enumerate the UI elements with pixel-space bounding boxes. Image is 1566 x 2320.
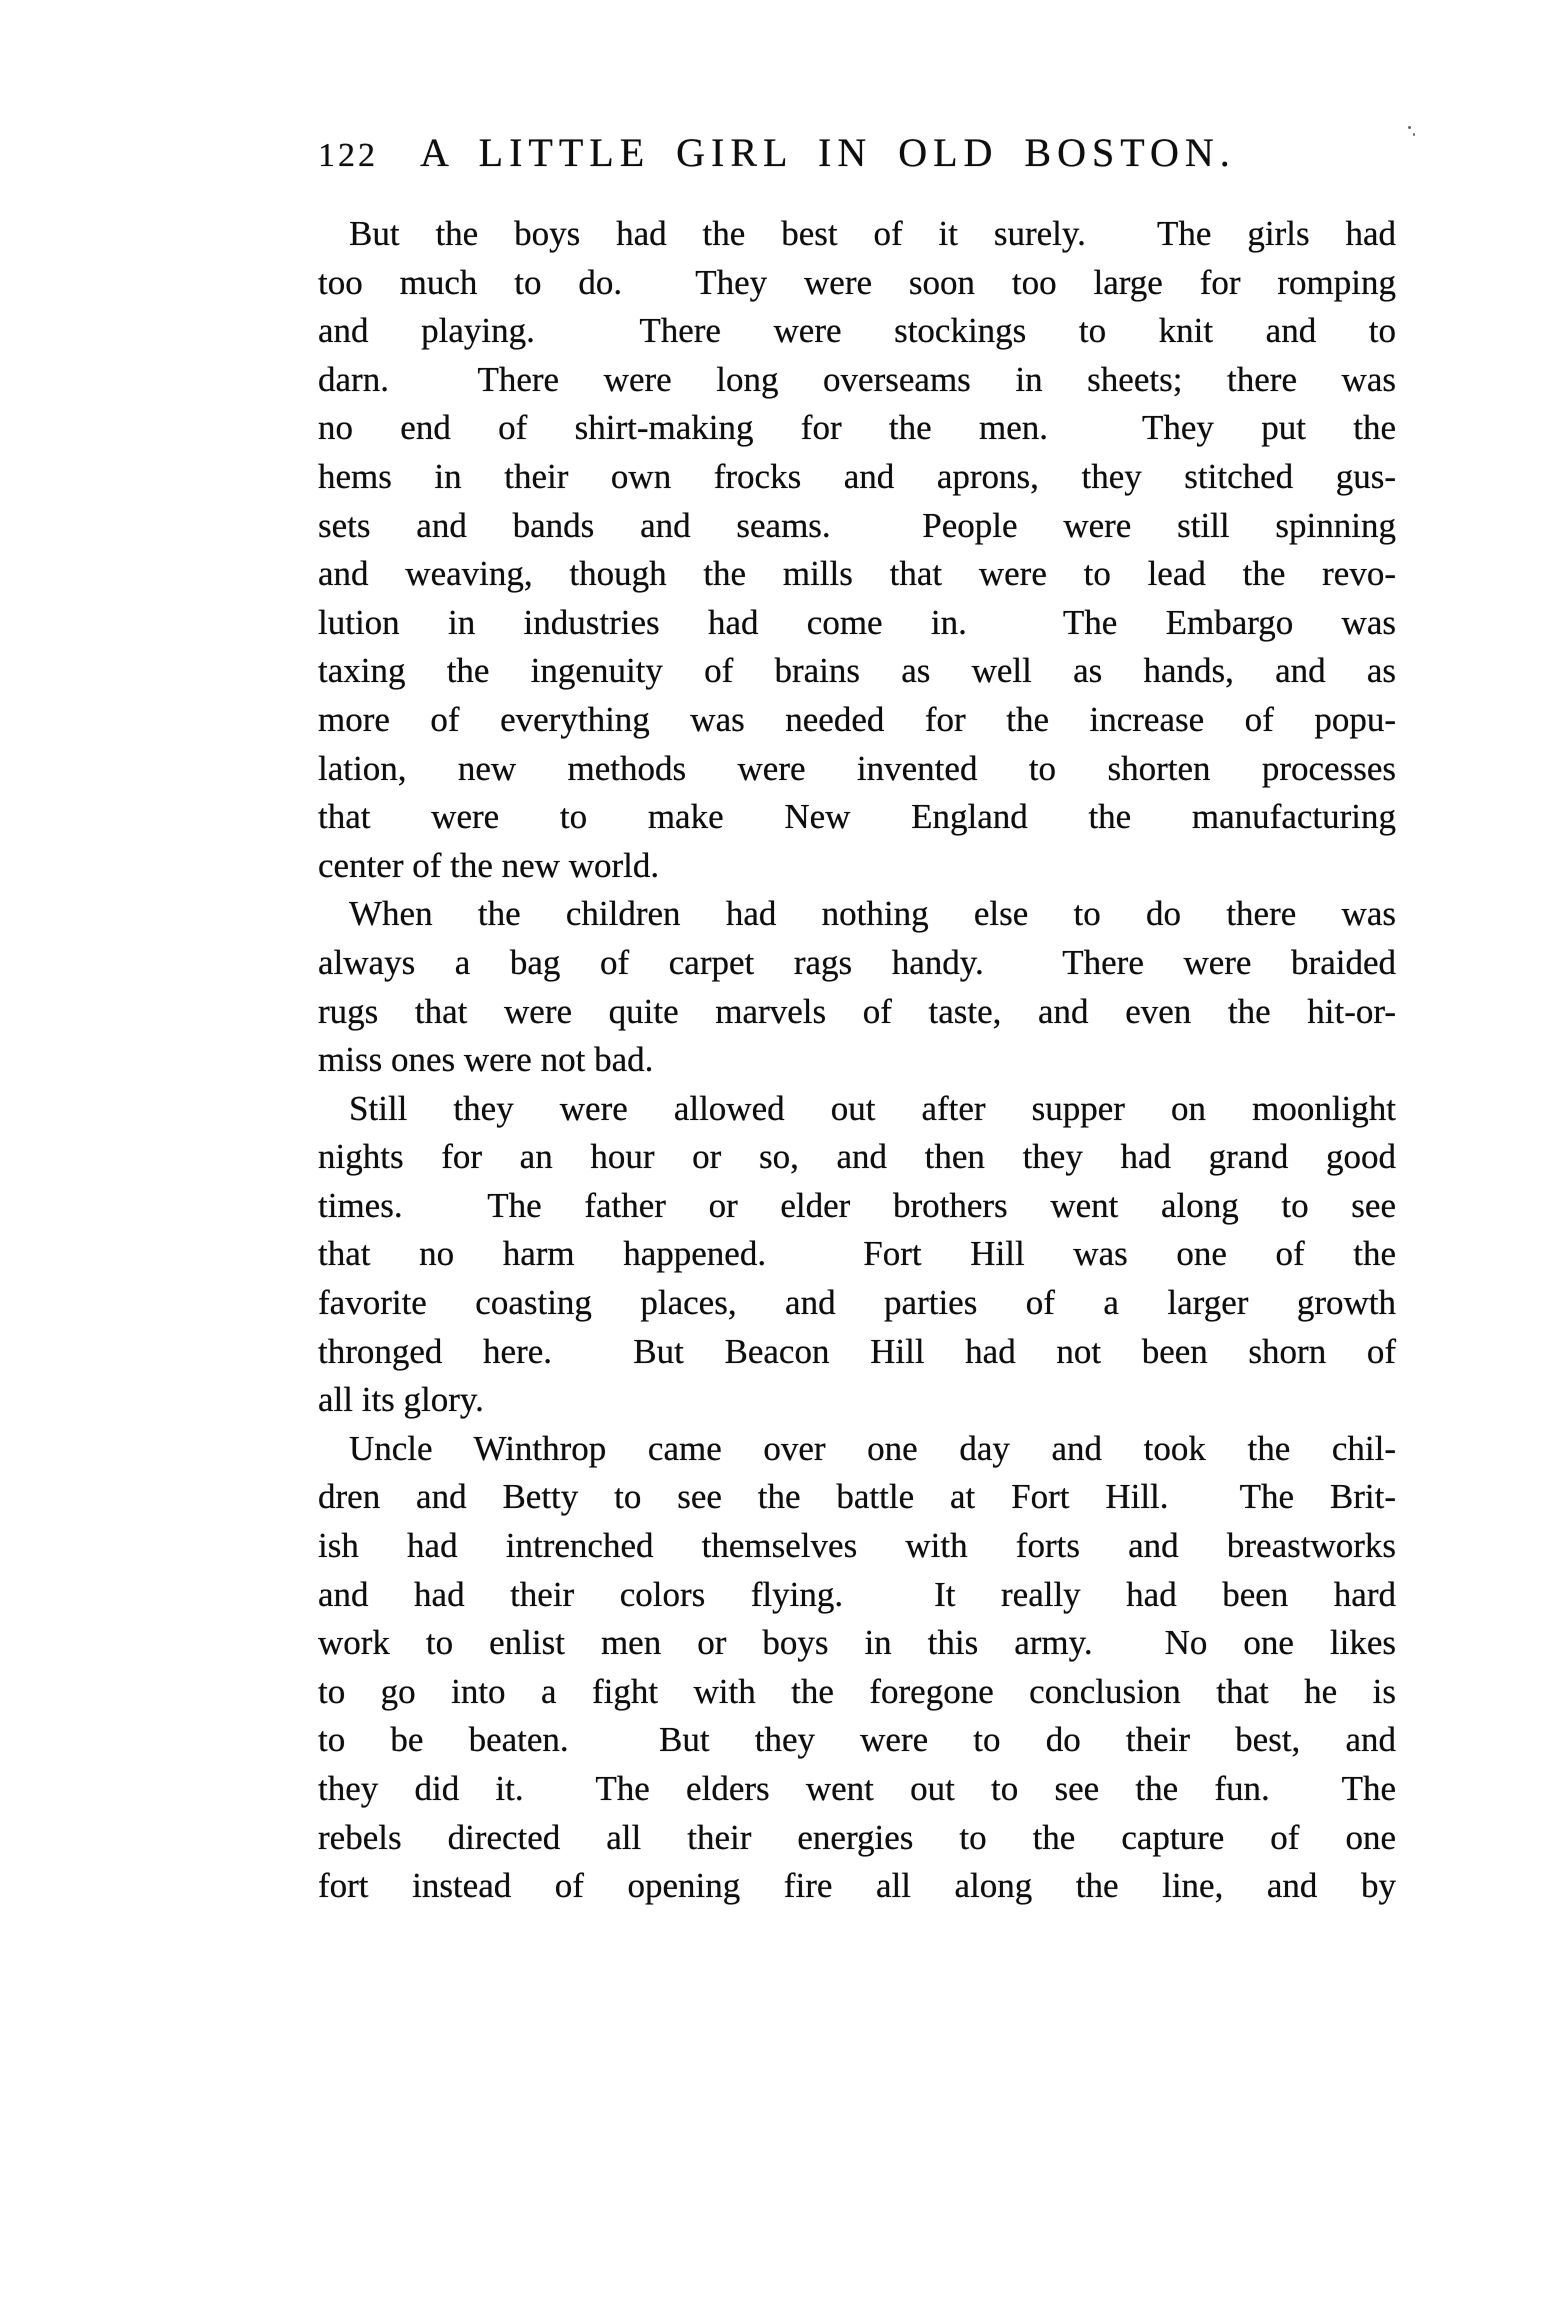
text-line: nights for an hour or so, and then they had grand good <box>318 1137 1396 1177</box>
text-line: lution in industries had come in. The Embargo was <box>318 602 1396 642</box>
text-line: rugs that were quite marvels of taste, and even the hit-or- <box>318 991 1396 1031</box>
text-line: dren and Betty to see the battle at Fort Hill. The Brit- <box>318 1477 1396 1517</box>
text-line: and weaving, though the mills that were to lead the revo- <box>318 554 1396 594</box>
scan-artifact <box>1408 126 1411 129</box>
text-line: darn. There were long overseams in sheets; there was <box>318 359 1396 399</box>
text-line: and playing. There were stockings to knit and to <box>318 311 1396 351</box>
text-line: no end of shirt-making for the men. They put the <box>318 408 1396 448</box>
text-line: sets and bands and seams. People were still spinning <box>318 505 1396 545</box>
text-line: too much to do. They were soon too large for romping <box>318 262 1396 302</box>
text-line: to go into a fight with the foregone conclusion that he is <box>318 1671 1396 1711</box>
page-header <box>318 129 1396 180</box>
text-line: that were to make New England the manufacturing <box>318 797 1396 837</box>
text-line: they did it. The elders went out to see the fun. The <box>318 1769 1396 1808</box>
text-line: When the children had nothing else to do there was <box>349 894 1396 934</box>
text-line: always a bag of carpet rags handy. There were braided <box>318 942 1396 982</box>
text-line: more of everything was needed for the increase of popu- <box>318 699 1396 739</box>
text-line: But the boys had the best of it surely. The girls had <box>349 214 1396 253</box>
text-line: Still they were allowed out after supper on moonlight <box>349 1088 1396 1128</box>
text-line: and had their colors flying. It really had been hard <box>318 1574 1396 1614</box>
text-line: taxing the ingenuity of brains as well as hands, and as <box>318 651 1396 691</box>
text-line: all its glory. <box>318 1380 484 1420</box>
text-line: work to enlist men or boys in this army. No one likes <box>318 1623 1396 1663</box>
text-line: center of the new world. <box>318 845 660 885</box>
text-line: rebels directed all their energies to the capture of one <box>318 1817 1396 1857</box>
text-line: to be beaten. But they were to do their best, and <box>318 1720 1396 1760</box>
text-line: lation, new methods were invented to shorten processes <box>318 748 1396 788</box>
text-line: that no harm happened. Fort Hill was one of the <box>318 1234 1396 1274</box>
text-line: miss ones were not bad. <box>318 1040 654 1080</box>
text-line: thronged here. But Beacon Hill had not been shorn of <box>318 1331 1396 1371</box>
text-line: ish had intrenched themselves with forts and breastworks <box>318 1526 1396 1566</box>
text-line: times. The father or elder brothers went along to see <box>318 1185 1396 1225</box>
running-title: A LITTLE GIRL IN OLD BOSTON. <box>420 130 1236 175</box>
text-line: fort instead of opening fire all along the line, and by <box>318 1866 1396 1906</box>
scan-artifact <box>1413 133 1415 136</box>
text-line: favorite coasting places, and parties of a larger growth <box>318 1283 1396 1323</box>
text-line: Uncle Winthrop came over one day and took the chil- <box>349 1428 1396 1468</box>
text-line: hems in their own frocks and aprons, they stitched gus- <box>318 456 1396 496</box>
text-block <box>318 210 1396 1911</box>
page-number: 122 <box>318 137 378 174</box>
